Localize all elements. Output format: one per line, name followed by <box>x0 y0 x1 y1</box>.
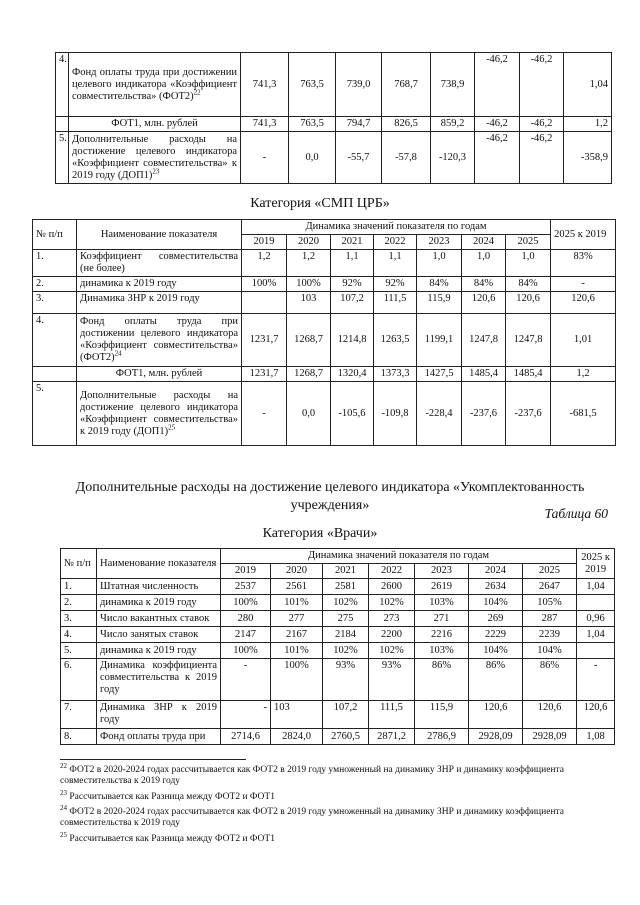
row-number: 2. <box>61 595 97 611</box>
value-cell: 2928,09 <box>523 729 577 745</box>
column-header-number: № п/п <box>61 549 97 579</box>
table-caption: Таблица 60 <box>544 506 608 521</box>
value-cell: -358,9 <box>564 132 612 184</box>
value-cell: 269 <box>469 611 523 627</box>
row-number: 4. <box>33 314 77 367</box>
value-cell: -46,2 <box>475 53 520 117</box>
value-cell: 104% <box>469 595 523 611</box>
value-cell: 2634 <box>469 579 523 595</box>
value-cell: 1,04 <box>564 53 612 117</box>
value-cell: - <box>242 382 287 446</box>
value-cell: 1,0 <box>506 250 551 277</box>
table-row <box>33 314 616 367</box>
year-header: 2021 <box>331 235 374 250</box>
table-row <box>56 117 612 132</box>
value-cell: 1,2 <box>242 250 287 277</box>
year-header: 2020 <box>271 564 323 579</box>
value-cell: 92% <box>374 277 417 292</box>
table-row <box>33 382 616 446</box>
value-cell: 1,04 <box>577 579 615 595</box>
year-header: 2025 <box>506 235 551 250</box>
footnote-separator <box>60 759 246 760</box>
column-header-name: Наименование показателя <box>77 220 242 250</box>
heading-category-doctors: Категория «Врачи» <box>262 526 378 541</box>
table-row <box>61 579 615 595</box>
indicator-name: Число занятых ставок <box>97 627 221 643</box>
value-cell: 100% <box>287 277 331 292</box>
table-row <box>56 53 612 117</box>
value-cell: 103 <box>271 701 323 729</box>
table-header-row <box>33 220 616 235</box>
value-cell: 1,2 <box>287 250 331 277</box>
table-row <box>61 729 615 745</box>
value-cell: 120,6 <box>506 292 551 314</box>
value-cell: 105% <box>523 595 577 611</box>
value-cell: 115,9 <box>415 701 469 729</box>
indicator-name: Дополнительные расходы на достижение целевого индикатора «Коэффициент совместительства» к 2019 году $(ДОП1)^{25}$ <box>77 382 242 446</box>
indicator-name: ФОТ1, млн. рублей <box>69 117 241 132</box>
value-cell: 2561 <box>271 579 323 595</box>
value-cell: 102% <box>323 595 369 611</box>
value-cell: 2200 <box>369 627 415 643</box>
indicator-name: Дополнительные расходы на достижение целевого индикатора «Коэффициент совместительства» к 2019 году $(ДОП1)^{23}$ <box>69 132 241 184</box>
value-cell: 1485,4 <box>462 367 506 382</box>
indicator-name: Динамика ЗНР к 2019 году <box>77 292 242 314</box>
heading-category-smp: Категория «СМП ЦРБ» <box>250 196 390 211</box>
value-cell: 83% <box>551 250 616 277</box>
value-cell: 1,1 <box>331 250 374 277</box>
value-cell: 120,6 <box>523 701 577 729</box>
value-cell: -46,2 <box>520 132 564 184</box>
value-cell <box>577 595 615 611</box>
column-header-name: Наименование показателя <box>97 549 221 579</box>
row-number: 5. <box>56 132 69 184</box>
value-cell <box>577 643 615 659</box>
year-header: 2021 <box>323 564 369 579</box>
year-header: 2023 <box>417 235 462 250</box>
value-cell: 102% <box>323 643 369 659</box>
value-cell: -681,5 <box>551 382 616 446</box>
row-number: 2. <box>33 277 77 292</box>
column-header-number: № п/п <box>33 220 77 250</box>
value-cell: -105,6 <box>331 382 374 446</box>
value-cell: 120,6 <box>462 292 506 314</box>
value-cell: 2928,09 <box>469 729 523 745</box>
table-row <box>61 643 615 659</box>
table-row <box>61 611 615 627</box>
table-doctors <box>60 548 615 745</box>
year-header: 2022 <box>369 564 415 579</box>
value-cell: 104% <box>523 643 577 659</box>
year-header: 2019 <box>242 235 287 250</box>
value-cell: 738,9 <box>431 53 475 117</box>
footnote: $^{25}$ Рассчитывается как Разница между ФОТ2 и ФОТ1 <box>60 830 275 844</box>
indicator-name: Фонд оплаты труда при <box>97 729 221 745</box>
table-top-continuation <box>55 52 612 184</box>
value-cell: 1247,8 <box>506 314 551 367</box>
row-number: 5. <box>33 382 77 446</box>
value-cell: -46,2 <box>475 132 520 184</box>
value-cell: -46,2 <box>475 117 520 132</box>
row-number: 1. <box>61 579 97 595</box>
value-cell: 0,0 <box>287 382 331 446</box>
value-cell: 93% <box>323 659 369 701</box>
value-cell: 100% <box>242 277 287 292</box>
value-cell: 2619 <box>415 579 469 595</box>
value-cell: -109,8 <box>374 382 417 446</box>
value-cell: 1,0 <box>462 250 506 277</box>
value-cell: 92% <box>331 277 374 292</box>
value-cell: 86% <box>523 659 577 701</box>
indicator-name: Фонд оплаты труда при достижении целевого индикатора «Коэффициент совместительства» $(ФОТ2)^{24}$ <box>77 314 242 367</box>
value-cell: 1199,1 <box>417 314 462 367</box>
value-cell: 1373,3 <box>374 367 417 382</box>
value-cell: 1,1 <box>374 250 417 277</box>
value-cell: 0,96 <box>577 611 615 627</box>
indicator-name: динамика к 2019 году <box>97 643 221 659</box>
value-cell: 103% <box>415 643 469 659</box>
value-cell: 1320,4 <box>331 367 374 382</box>
table-row <box>33 367 616 382</box>
indicator-name: Штатная численность <box>97 579 221 595</box>
footnote: $^{24}$ ФОТ2 в 2020-2024 годах рассчитывается как ФОТ2 в 2019 году умноженный на динамику ЗНР и динамику коэффициента совместительства к 2019 году <box>60 803 565 828</box>
value-cell: 2786,9 <box>415 729 469 745</box>
table-header-row <box>61 549 615 564</box>
value-cell: -46,2 <box>520 53 564 117</box>
value-cell: 103 <box>287 292 331 314</box>
value-cell: 2167 <box>271 627 323 643</box>
value-cell: 103% <box>415 595 469 611</box>
column-header-2025-vs-2019: 2025 к 2019 <box>577 549 615 579</box>
indicator-name: Динамика ЗНР к 2019 году <box>97 701 221 729</box>
year-header: 2024 <box>469 564 523 579</box>
row-number <box>56 117 69 132</box>
value-cell: 741,3 <box>241 117 289 132</box>
table-row <box>33 277 616 292</box>
row-number: 7. <box>61 701 97 729</box>
table-row <box>61 659 615 701</box>
value-cell: 794,7 <box>336 117 382 132</box>
year-header: 2024 <box>462 235 506 250</box>
value-cell: 1485,4 <box>506 367 551 382</box>
value-cell <box>242 292 287 314</box>
value-cell: 102% <box>369 643 415 659</box>
value-cell: -237,6 <box>462 382 506 446</box>
value-cell: 115,9 <box>417 292 462 314</box>
value-cell: 1,0 <box>417 250 462 277</box>
value-cell: 2600 <box>369 579 415 595</box>
value-cell: 84% <box>417 277 462 292</box>
value-cell: 2871,2 <box>369 729 415 745</box>
value-cell: 1214,8 <box>331 314 374 367</box>
row-number: 5. <box>61 643 97 659</box>
value-cell: 271 <box>415 611 469 627</box>
value-cell: 107,2 <box>323 701 369 729</box>
year-header: 2023 <box>415 564 469 579</box>
value-cell: 100% <box>221 595 271 611</box>
heading-extra-expenses: Дополнительные расходы на достижение целевого индикатора «Укомплектованность учреждения» <box>75 480 585 513</box>
footnote: $^{22}$ ФОТ2 в 2020-2024 годах рассчитывается как ФОТ2 в 2019 году умноженный на динамику ЗНР и динамику коэффициента совместительства к 2019 году <box>60 761 565 786</box>
value-cell: -120,3 <box>431 132 475 184</box>
indicator-name: динамика к 2019 году <box>77 277 242 292</box>
value-cell: 1268,7 <box>287 367 331 382</box>
value-cell: 763,5 <box>289 117 336 132</box>
value-cell: 120,6 <box>469 701 523 729</box>
value-cell: 93% <box>369 659 415 701</box>
value-cell: 741,3 <box>241 53 289 117</box>
value-cell: -228,4 <box>417 382 462 446</box>
row-number: 8. <box>61 729 97 745</box>
value-cell: -55,7 <box>336 132 382 184</box>
value-cell: 107,2 <box>331 292 374 314</box>
year-header: 2019 <box>221 564 271 579</box>
value-cell: 100% <box>221 643 271 659</box>
row-number: 1. <box>33 250 77 277</box>
value-cell: 2760,5 <box>323 729 369 745</box>
table-row <box>61 627 615 643</box>
value-cell: 2647 <box>523 579 577 595</box>
table-row <box>56 132 612 184</box>
row-number: 6. <box>61 659 97 701</box>
column-header-dynamics: Динамика значений показателя по годам <box>242 220 551 235</box>
value-cell: 1,2 <box>564 117 612 132</box>
indicator-name: ФОТ1, млн. рублей <box>77 367 242 382</box>
value-cell: 768,7 <box>382 53 431 117</box>
value-cell: -57,8 <box>382 132 431 184</box>
year-header: 2025 <box>523 564 577 579</box>
value-cell: 84% <box>462 277 506 292</box>
value-cell: 1,01 <box>551 314 616 367</box>
table-row <box>61 595 615 611</box>
value-cell: 1231,7 <box>242 367 287 382</box>
year-header: 2020 <box>287 235 331 250</box>
value-cell: - <box>577 659 615 701</box>
value-cell: 1,08 <box>577 729 615 745</box>
value-cell: -237,6 <box>506 382 551 446</box>
value-cell: 111,5 <box>374 292 417 314</box>
value-cell: - <box>241 132 289 184</box>
value-cell: 859,2 <box>431 117 475 132</box>
row-number: 3. <box>61 611 97 627</box>
value-cell: 287 <box>523 611 577 627</box>
value-cell: 102% <box>369 595 415 611</box>
value-cell: 86% <box>469 659 523 701</box>
indicator-name: Динамика коэффициента совместительства к 2019 году <box>97 659 221 701</box>
value-cell: 104% <box>469 643 523 659</box>
value-cell: 277 <box>271 611 323 627</box>
value-cell: 2239 <box>523 627 577 643</box>
indicator-name: Фонд оплаты труда при достижении целевого индикатора «Коэффициент совместительства» $(ФОТ2)^{22}$ <box>69 53 241 117</box>
value-cell: 84% <box>506 277 551 292</box>
value-cell: 0,0 <box>289 132 336 184</box>
table-row <box>33 292 616 314</box>
value-cell: 2229 <box>469 627 523 643</box>
value-cell: 1231,7 <box>242 314 287 367</box>
value-cell: 2216 <box>415 627 469 643</box>
row-number: 4. <box>61 627 97 643</box>
year-header: 2022 <box>374 235 417 250</box>
value-cell: 273 <box>369 611 415 627</box>
table-row <box>33 250 616 277</box>
value-cell: 2184 <box>323 627 369 643</box>
row-number <box>33 367 77 382</box>
value-cell: 101% <box>271 595 323 611</box>
value-cell: - <box>221 659 271 701</box>
row-number: 3. <box>33 292 77 314</box>
value-cell: 120,6 <box>577 701 615 729</box>
value-cell: 280 <box>221 611 271 627</box>
indicator-name: Число вакантных ставок <box>97 611 221 627</box>
value-cell: 2581 <box>323 579 369 595</box>
value-cell: 1247,8 <box>462 314 506 367</box>
value-cell: 739,0 <box>336 53 382 117</box>
value-cell: - <box>221 701 271 729</box>
column-header-dynamics: Динамика значений показателя по годам <box>221 549 577 564</box>
value-cell: 101% <box>271 643 323 659</box>
value-cell: 1427,5 <box>417 367 462 382</box>
value-cell: 1268,7 <box>287 314 331 367</box>
value-cell: 100% <box>271 659 323 701</box>
value-cell: 86% <box>415 659 469 701</box>
value-cell: 2147 <box>221 627 271 643</box>
indicator-name: динамика к 2019 году <box>97 595 221 611</box>
footnote: $^{23}$ Рассчитывается как Разница между ФОТ2 и ФОТ1 <box>60 788 275 802</box>
value-cell: 2537 <box>221 579 271 595</box>
value-cell: 275 <box>323 611 369 627</box>
value-cell: -46,2 <box>520 117 564 132</box>
value-cell: 111,5 <box>369 701 415 729</box>
value-cell: 1,2 <box>551 367 616 382</box>
column-header-2025-vs-2019: 2025 к 2019 <box>551 220 616 250</box>
value-cell: 1263,5 <box>374 314 417 367</box>
value-cell: 1,04 <box>577 627 615 643</box>
value-cell: 120,6 <box>551 292 616 314</box>
row-number: 4. <box>56 53 69 117</box>
table-smp-crb <box>32 219 616 446</box>
value-cell: 2714,6 <box>221 729 271 745</box>
value-cell: 826,5 <box>382 117 431 132</box>
table-row <box>61 701 615 729</box>
value-cell: - <box>551 277 616 292</box>
value-cell: 2824,0 <box>271 729 323 745</box>
value-cell: 763,5 <box>289 53 336 117</box>
indicator-name: Коэффициент совместительства (не более) <box>77 250 242 277</box>
